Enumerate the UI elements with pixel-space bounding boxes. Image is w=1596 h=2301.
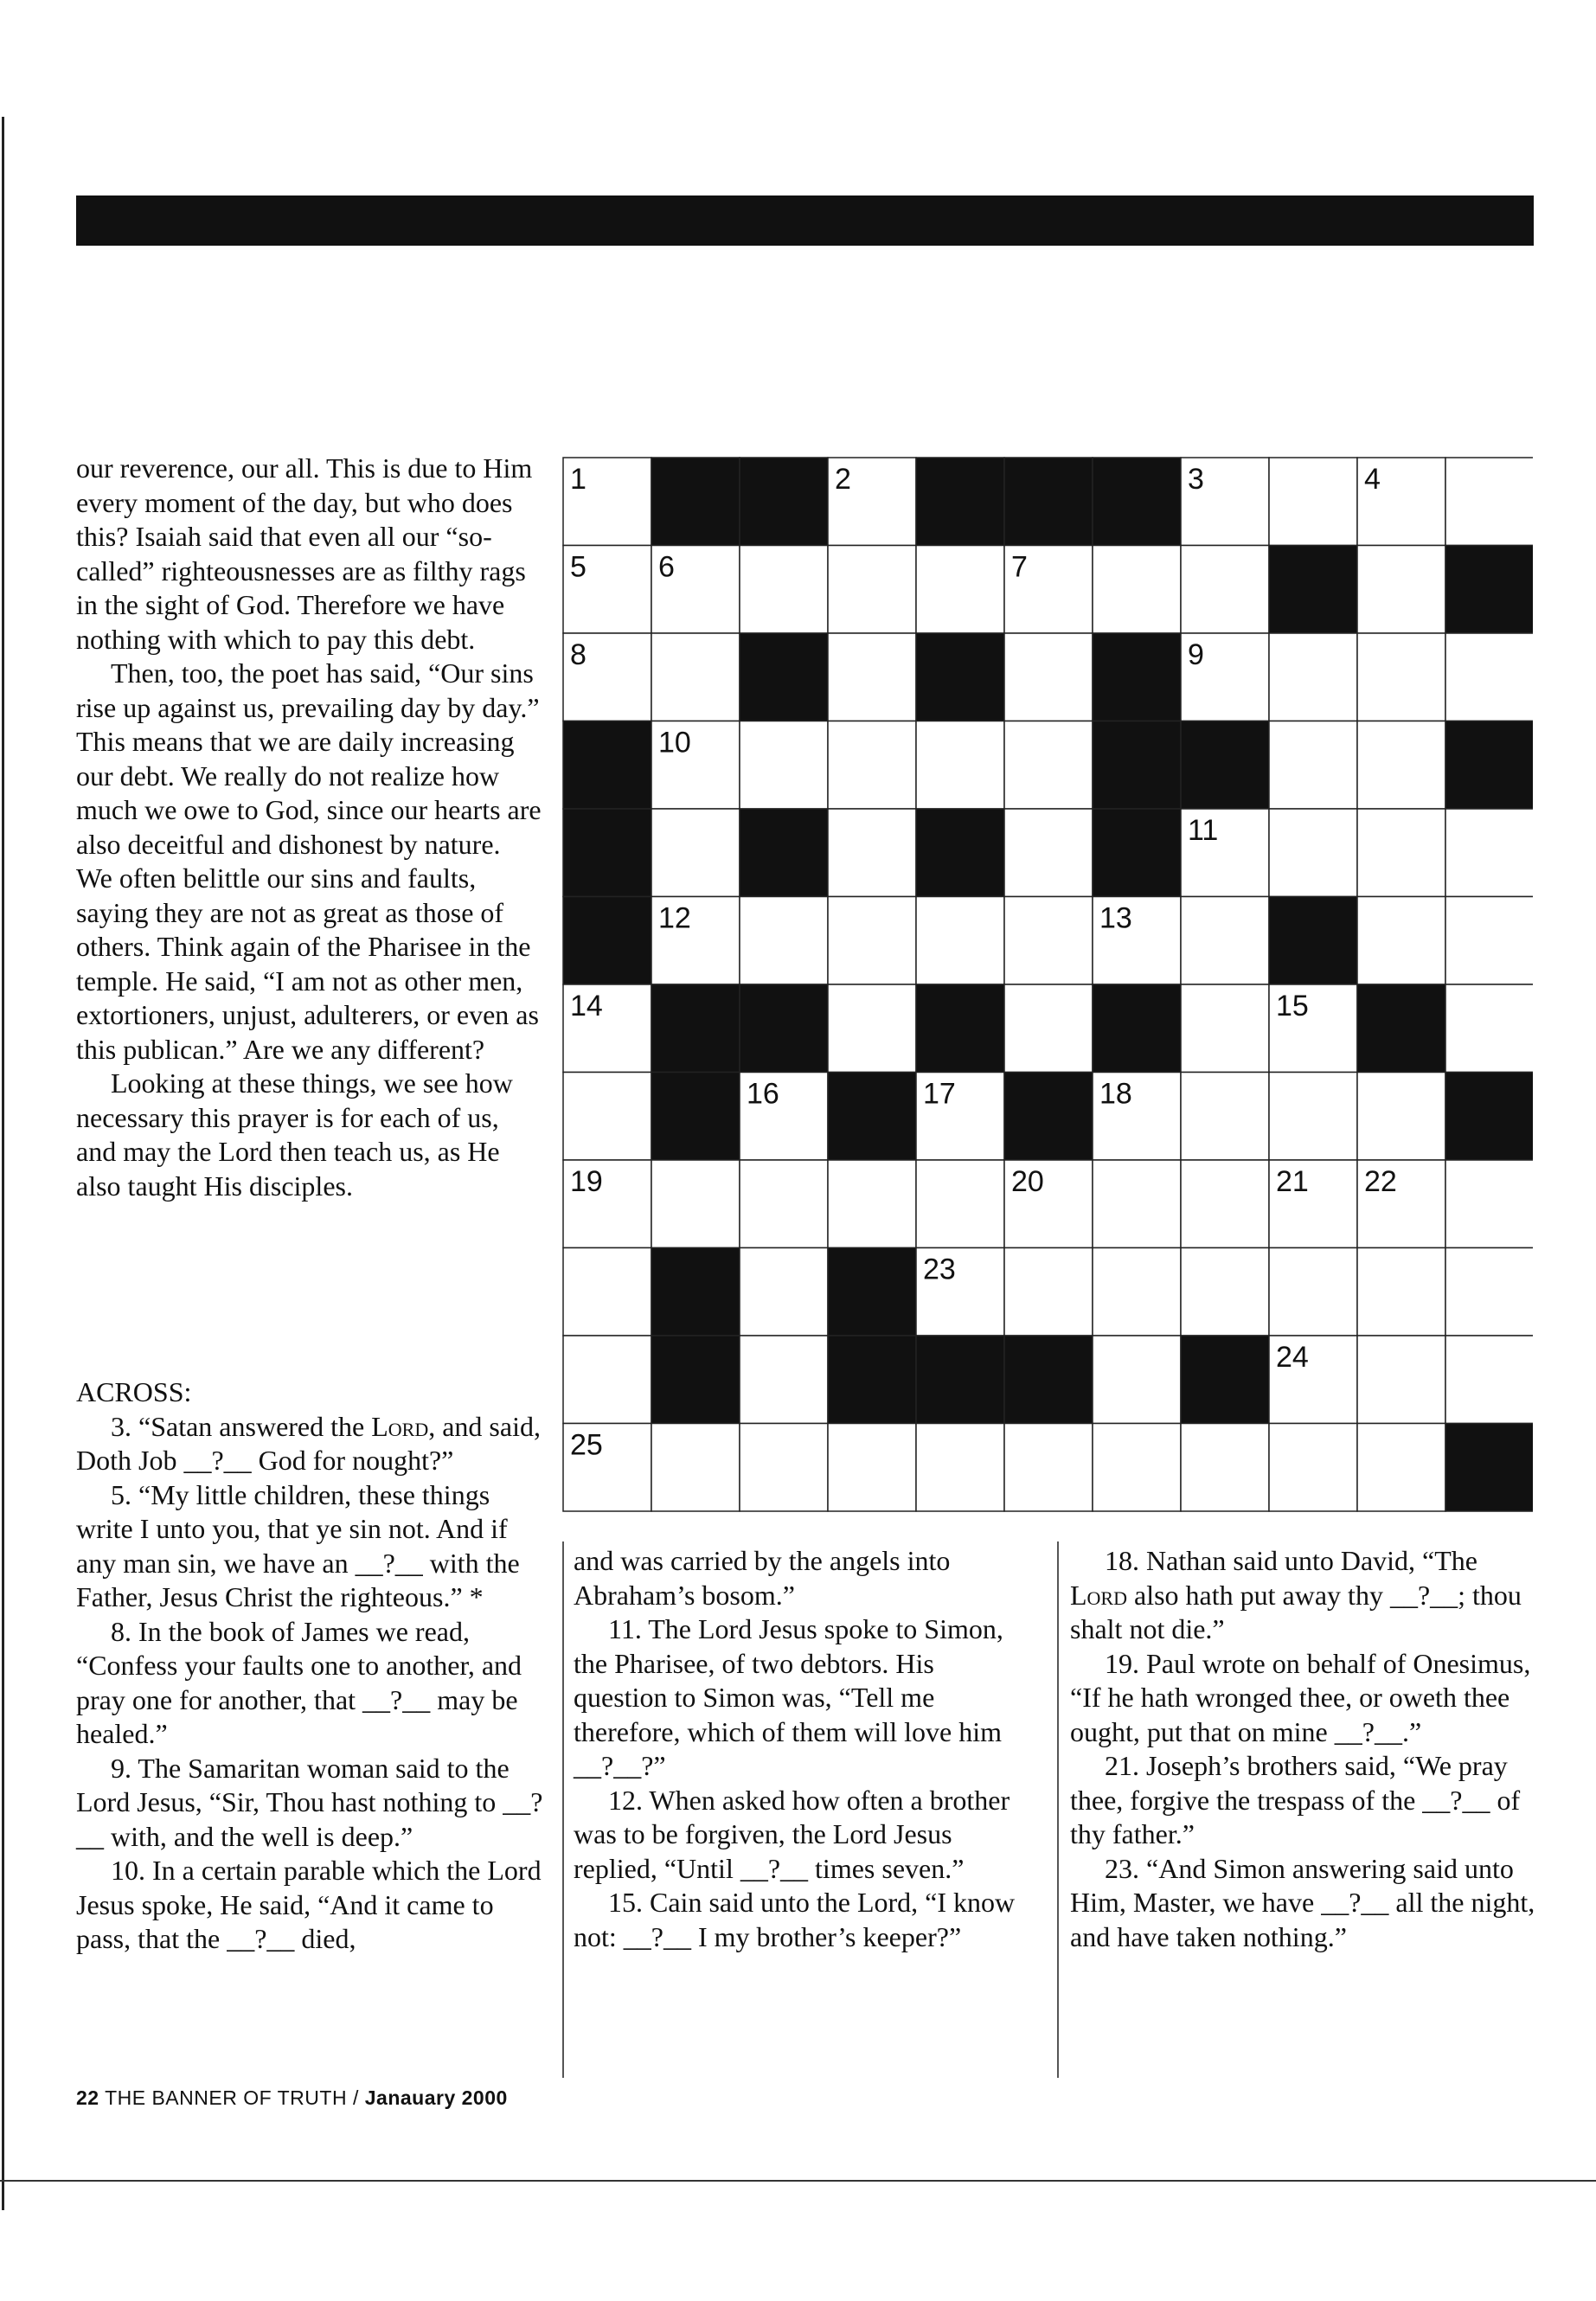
grid-number: 23 — [923, 1253, 956, 1286]
intro-paragraph: Looking at these things, we see how necessary this prayer is for each of us, and may the Lord then teach us, as He also taught His disciples. — [76, 1067, 513, 1202]
grid-cell[interactable] — [1445, 1336, 1533, 1424]
grid-black-square — [916, 984, 1004, 1073]
grid-black-square — [740, 633, 828, 721]
intro-paragraph: our reverence, our all. This is due to Him every moment of the day, but who does this? Isaiah said that even all our “so-called” righteousnesses are as filthy rags in the sight of God. Therefore we have nothing with which to pay this debt. — [76, 452, 533, 655]
grid-black-square — [916, 633, 1004, 721]
grid-black-square — [828, 1073, 916, 1161]
grid-cell[interactable] — [1445, 897, 1533, 985]
grid-number: 22 — [1364, 1165, 1397, 1198]
grid-black-square — [916, 1336, 1004, 1424]
grid-cell[interactable] — [740, 1424, 828, 1512]
clue: 11. The Lord Jesus spoke to Simon, the Pharisee, of two debtors. His question to Simon was, “Tell me therefore, which of them will love him __?__?” — [574, 1613, 1003, 1781]
grid-cell[interactable] — [828, 984, 916, 1073]
grid-black-square — [916, 458, 1004, 546]
grid-number: 16 — [747, 1077, 779, 1111]
grid-cell[interactable] — [563, 1073, 651, 1161]
grid-cell[interactable] — [828, 809, 916, 897]
grid-cell[interactable] — [916, 1424, 1004, 1512]
grid-cell[interactable] — [651, 809, 740, 897]
grid-black-square — [1093, 809, 1181, 897]
grid-black-square — [916, 809, 1004, 897]
clue: and was carried by the angels into Abraham’s bosom.” — [574, 1545, 951, 1611]
page-edge-rule — [2, 117, 4, 2210]
clue: 19. Paul wrote on behalf of Onesimus, “If he hath wronged thee, or oweth thee ought, put that on mine __?__.” — [1070, 1647, 1531, 1747]
grid-cell[interactable] — [1004, 1424, 1093, 1512]
clue: 9. The Samaritan woman said to the Lord Jesus, “Sir, Thou hast nothing to __?__ with, and the well is deep.” — [76, 1752, 543, 1852]
intro-text — [76, 452, 542, 1203]
grid-cell[interactable] — [1004, 721, 1093, 810]
column-rule — [562, 1541, 564, 2078]
grid-black-square — [1357, 984, 1445, 1073]
grid-cell[interactable] — [651, 1424, 740, 1512]
grid-number: 20 — [1011, 1165, 1044, 1198]
page-footer — [76, 2086, 508, 2110]
page-number: 22 — [76, 2086, 99, 2109]
grid-number: 15 — [1276, 990, 1309, 1022]
grid-black-square — [1004, 1073, 1093, 1161]
clue: 8. In the book of James we read, “Confess your faults one to another, and pray one for another, that __?__ may be healed.” — [76, 1615, 522, 1749]
grid-cell[interactable] — [1181, 897, 1269, 985]
grid-cell[interactable] — [1357, 809, 1445, 897]
clue: 21. Joseph’s brothers said, “We pray thee, forgive the trespass of the __?__ of thy father.” — [1070, 1750, 1521, 1849]
grid-cell[interactable] — [1269, 809, 1357, 897]
footer-separator: / — [352, 2086, 359, 2109]
crossword-grid — [562, 457, 1533, 1512]
grid-cell[interactable] — [916, 546, 1004, 634]
grid-cell[interactable] — [1445, 984, 1533, 1073]
intro-paragraph: Then, too, the poet has said, “Our sins rise up against us, prevailing day by day.” This means that we are daily increasing our debt. We really do not realize how much we owe to God, since our hearts are also deceitful and dishonest by nature. We often belittle our sins and faults, saying they are not as great as those of others. Think again of the Pharisee in the temple. He said, “I am not as other men, extortioners, unjust, adulterers, or even as this publican.” Are we any different? — [76, 657, 542, 1065]
grid-number: 17 — [923, 1077, 956, 1111]
across-clues — [76, 1375, 548, 1957]
grid-cell[interactable] — [1093, 546, 1181, 634]
grid-cell[interactable] — [651, 633, 740, 721]
grid-cell[interactable] — [1269, 1424, 1357, 1512]
grid-cell[interactable] — [1357, 1073, 1445, 1161]
grid-black-square — [563, 897, 651, 985]
publication-name: THE BANNER OF TRUTH — [105, 2086, 348, 2109]
column-rule — [1057, 1541, 1059, 2078]
grid-number: 5 — [570, 550, 586, 584]
grid-cell[interactable] — [916, 1160, 1004, 1248]
small-caps-lord: Lord — [371, 1410, 429, 1442]
grid-cell[interactable] — [1269, 1073, 1357, 1161]
grid-cell[interactable] — [1181, 1248, 1269, 1336]
grid-cell[interactable] — [563, 1336, 651, 1424]
grid-number: 2 — [835, 463, 851, 496]
clue: 23. “And Simon answering said unto Him, Master, we have __?__ all the night, and have taken nothing.” — [1070, 1852, 1535, 1952]
grid-cell[interactable] — [828, 721, 916, 810]
grid-cell[interactable] — [1445, 1248, 1533, 1336]
issue-date: Janauary 2000 — [364, 2086, 508, 2109]
grid-cell[interactable] — [1004, 1248, 1093, 1336]
grid-cell[interactable] — [1445, 633, 1533, 721]
grid-number: 9 — [1188, 638, 1204, 671]
grid-cell[interactable] — [1269, 458, 1357, 546]
grid-black-square — [1093, 721, 1181, 810]
clue: 12. When asked how often a brother was to be forgiven, the Lord Jesus replied, “Until __?__ times seven.” — [574, 1784, 1010, 1884]
grid-black-square — [828, 1248, 916, 1336]
grid-number: 4 — [1364, 463, 1381, 496]
grid-number: 1 — [570, 463, 586, 496]
grid-cell[interactable] — [651, 1160, 740, 1248]
grid-cell[interactable] — [1181, 546, 1269, 634]
grid-cell[interactable] — [1004, 984, 1093, 1073]
grid-cell[interactable] — [828, 1424, 916, 1512]
grid-black-square — [740, 809, 828, 897]
grid-cell[interactable] — [1269, 633, 1357, 721]
grid-black-square — [1445, 1073, 1533, 1161]
grid-black-square — [1269, 546, 1357, 634]
grid-black-square — [563, 809, 651, 897]
grid-black-square — [563, 721, 651, 810]
grid-number: 18 — [1099, 1077, 1132, 1111]
grid-cell[interactable] — [740, 721, 828, 810]
grid-cell[interactable] — [1004, 809, 1093, 897]
grid-cell[interactable] — [828, 897, 916, 985]
grid-black-square — [651, 1248, 740, 1336]
grid-cell[interactable] — [740, 1248, 828, 1336]
grid-cell[interactable] — [740, 1336, 828, 1424]
grid-cell[interactable] — [916, 897, 1004, 985]
grid-cell[interactable] — [828, 633, 916, 721]
grid-black-square — [651, 984, 740, 1073]
grid-black-square — [1181, 721, 1269, 810]
grid-number: 3 — [1188, 463, 1204, 496]
grid-cell[interactable] — [1357, 633, 1445, 721]
grid-cell[interactable] — [1093, 1336, 1181, 1424]
grid-cell[interactable] — [1445, 809, 1533, 897]
small-caps-lord: Lord — [1070, 1579, 1127, 1611]
grid-number: 10 — [658, 726, 691, 760]
grid-black-square — [651, 1073, 740, 1161]
grid-cell[interactable] — [1181, 1073, 1269, 1161]
grid-cell[interactable] — [1093, 1424, 1181, 1512]
grid-number: 8 — [570, 638, 586, 671]
grid-cell[interactable] — [828, 1160, 916, 1248]
across-heading: ACROSS: — [76, 1376, 192, 1407]
grid-cell[interactable] — [1181, 984, 1269, 1073]
grid-cell[interactable] — [740, 897, 828, 985]
grid-black-square — [1093, 984, 1181, 1073]
clue: 3. “Satan answered the Lord, and said, Doth Job __?__ God for nought?” — [76, 1410, 541, 1476]
grid-number: 11 — [1188, 814, 1219, 847]
grid-number: 14 — [570, 990, 603, 1022]
grid-cell[interactable] — [563, 1248, 651, 1336]
grid-black-square — [740, 984, 828, 1073]
grid-number: 21 — [1276, 1165, 1309, 1198]
grid-black-square — [1181, 1336, 1269, 1424]
clue: 15. Cain said unto the Lord, “I know not: __?__ I my brother’s keeper?” — [574, 1887, 1016, 1952]
grid-number: 6 — [658, 550, 675, 584]
grid-cell[interactable] — [1357, 1424, 1445, 1512]
grid-cell[interactable] — [740, 546, 828, 634]
grid-cell[interactable] — [1181, 1160, 1269, 1248]
grid-cell[interactable] — [916, 721, 1004, 810]
grid-black-square — [1093, 633, 1181, 721]
grid-number: 19 — [570, 1165, 603, 1198]
clues-middle — [574, 1544, 1028, 1954]
grid-black-square — [1445, 546, 1533, 634]
grid-black-square — [740, 458, 828, 546]
clue: 10. In a certain parable which the Lord Jesus spoke, He said, “And it came to pass, that the __?__ died, — [76, 1855, 542, 1954]
grid-number: 12 — [658, 901, 691, 935]
grid-cell[interactable] — [1357, 721, 1445, 810]
grid-cell[interactable] — [1004, 897, 1093, 985]
bottom-rule — [0, 2180, 1596, 2182]
grid-black-square — [828, 1336, 916, 1424]
clue: 5. “My little children, these things write I unto you, that ye sin not. And if any man sin, we have an __?__ with the Father, Jesus Christ the righteous.” * — [76, 1478, 520, 1612]
grid-number: 25 — [570, 1428, 603, 1462]
grid-black-square — [1445, 1424, 1533, 1512]
grid-cell[interactable] — [1445, 458, 1533, 546]
grid-cell[interactable] — [1093, 1160, 1181, 1248]
grid-number: 24 — [1276, 1341, 1309, 1374]
grid-cell[interactable] — [1357, 1248, 1445, 1336]
grid-cell[interactable] — [1004, 633, 1093, 721]
grid-number: 7 — [1011, 550, 1028, 584]
grid-cell[interactable] — [828, 546, 916, 634]
grid-cell[interactable] — [740, 1160, 828, 1248]
grid-cell[interactable] — [1093, 1248, 1181, 1336]
clue: 18. Nathan said unto David, “The Lord also hath put away thy __?__; thou shalt not die.” — [1070, 1545, 1522, 1644]
grid-cell[interactable] — [1181, 1424, 1269, 1512]
grid-black-square — [651, 458, 740, 546]
grid-black-square — [1004, 458, 1093, 546]
grid-black-square — [1093, 458, 1181, 546]
grid-cell[interactable] — [1357, 546, 1445, 634]
grid-black-square — [651, 1336, 740, 1424]
clues-right — [1070, 1544, 1535, 1954]
grid-black-square — [1004, 1336, 1093, 1424]
grid-cell[interactable] — [1269, 721, 1357, 810]
grid-number: 13 — [1099, 901, 1132, 935]
grid-cell[interactable] — [1357, 897, 1445, 985]
grid-cell[interactable] — [1445, 1160, 1533, 1248]
grid-cell[interactable] — [1269, 1248, 1357, 1336]
grid-black-square — [1445, 721, 1533, 810]
grid-cell[interactable] — [1357, 1336, 1445, 1424]
header-bar — [76, 195, 1534, 246]
grid-black-square — [1269, 897, 1357, 985]
